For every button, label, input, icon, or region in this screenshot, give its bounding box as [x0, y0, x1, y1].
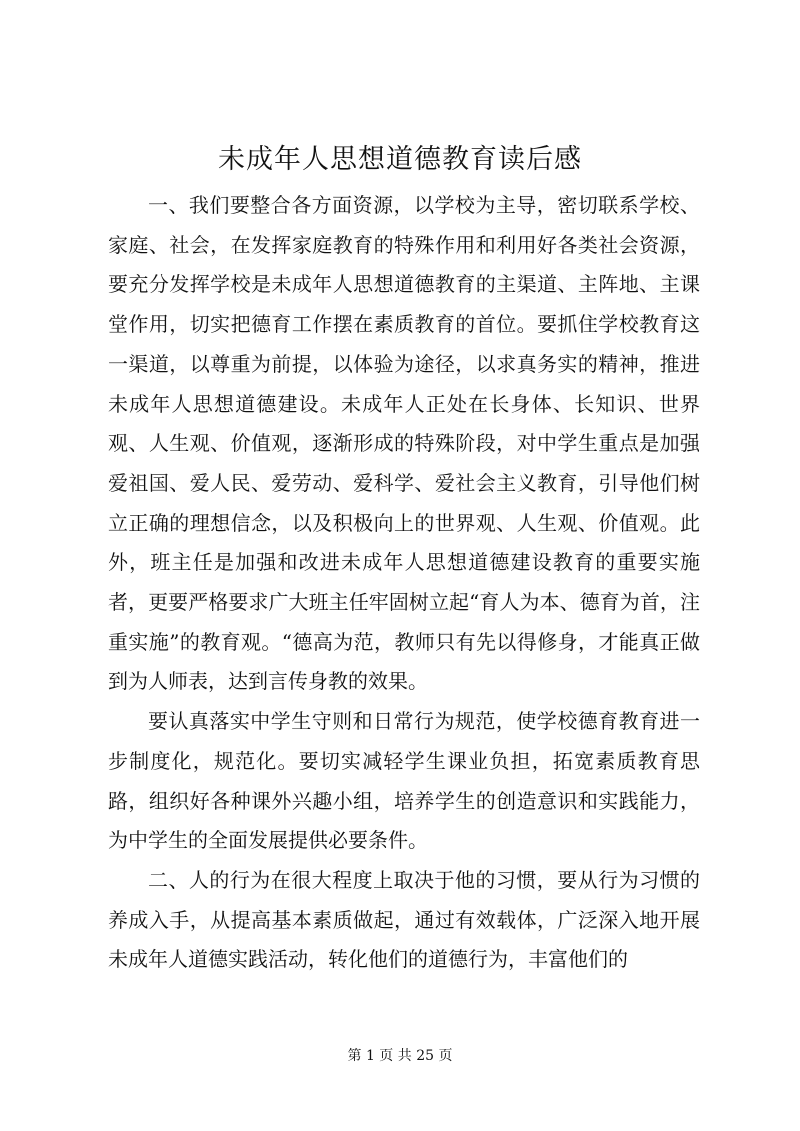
document-title: 未成年人思想道德教育读后感 — [218, 144, 582, 175]
paragraph-3: 二、人的行为在很大程度上取决于他的习惯，要从行为习惯的养成入手，从提高基本素质做起，通过有效载体，广泛深入地开展未成年人道德实践活动，转化他们的道德行为，丰富他们的 — [108, 867, 700, 972]
paragraph-1: 一、我们要整合各方面资源，以学校为主导，密切联系学校、家庭、社会，在发挥家庭教育的特殊作用和利用好各类社会资源，要充分发挥学校是未成年人思想道德教育的主渠道、主阵地、主课堂作用，切实把德育工作摆在素质教育的首位。要抓住学校教育这一渠道，以尊重为前提，以体验为途径，以求真务实的精神，推进未成年人思想道德建设。未成年人正处在长身体、长知识、世界观、人生观、价值观，逐渐形成的特殊阶段，对中学生重点是加强爱祖国、爱人民、爱劳动、爱科学、爱社会主义教育，引导他们树立正确的理想信念，以及积极向上的世界观、人生观、价值观。此外，班主任是加强和改进未成年人思想道德建设教育的重要实施者，更要严格要求广大班主任牢固树立起“育人为本、德育为首，注重实施”的教育观。“德高为范，教师只有先以得修身，才能真正做到为人师表，达到言传身教的效果。 — [108, 193, 700, 694]
document-body — [108, 186, 700, 980]
paragraph-2: 要认真落实中学生守则和日常行为规范，使学校德育教育进一步制度化，规范化。要切实减轻学生课业负担，拓宽素质教育思路，组织好各种课外兴趣小组，培养学生的创造意识和实践能力，为中学生的全面发展提供必要条件。 — [108, 709, 700, 853]
page-number-footer: 第 1 页 共 25 页 — [347, 1048, 453, 1064]
